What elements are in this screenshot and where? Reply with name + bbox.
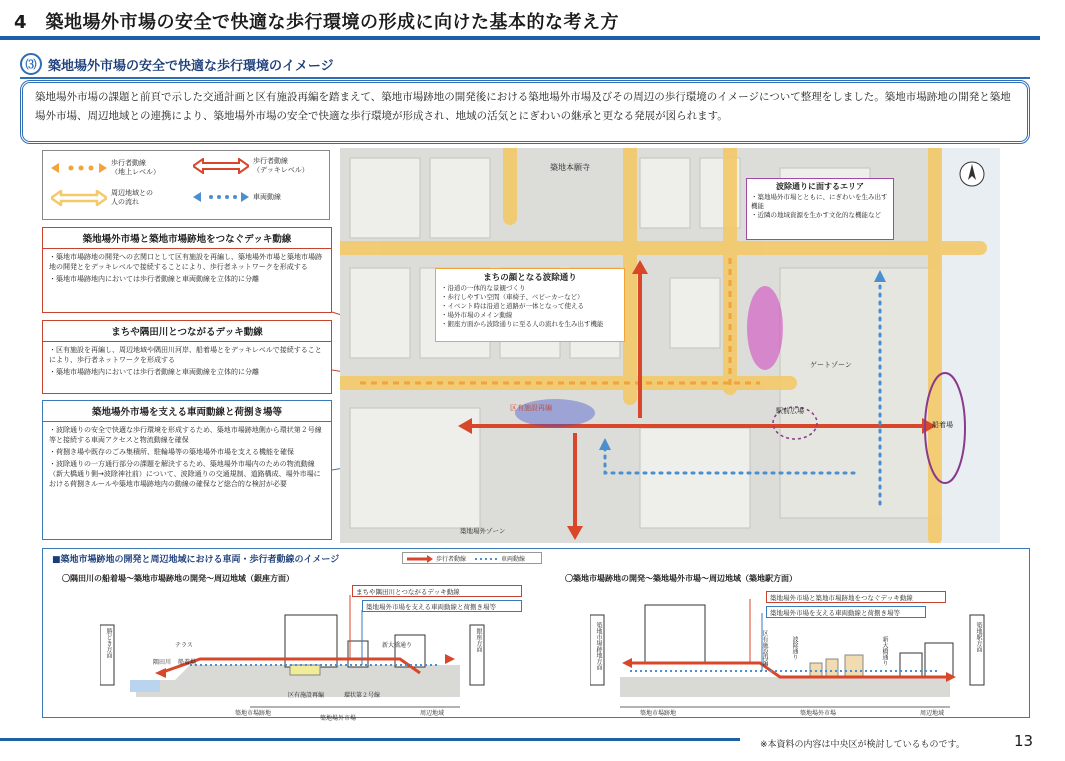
left-end-l: 勝どき方面	[105, 628, 112, 658]
right-label-a: 築地市場跡地	[640, 710, 677, 717]
area-callout-title: 波除通りに面するエリア	[776, 182, 864, 191]
list-item: ・荷捌き場や既存のごみ集積所、駐輪場等の築地場外市場を支える機能を確保	[49, 448, 294, 456]
legend-ped-deck-label: 歩行者動線 （デッキレベル）	[253, 157, 309, 174]
panel-deck-link-title: 築地場外市場と築地市場跡地をつなぐデッキ動線	[43, 228, 331, 249]
left-label-a: 築地市場跡地	[235, 710, 272, 717]
left-kuyu-label: 区有施設再編	[288, 692, 325, 699]
callout-deck-town: まちや隅田川とつながるデッキ動線	[352, 585, 522, 597]
map-label-hiroba: 駅前広場	[776, 407, 804, 415]
list-item: ・歩行しやすい空間（車椅子、ベビーカーなど）	[441, 293, 584, 301]
right-end-l: 築地市場跡地方面	[595, 622, 602, 670]
left-pier-label: 船着場	[178, 659, 197, 666]
panel-vehicle-title: 築地場外市場を支える車両動線と荷捌き場等	[43, 401, 331, 422]
left-terrace-label: テラス	[175, 642, 193, 649]
right-end-r: 築地駅方面	[975, 622, 982, 652]
right-namiyoke-label: 波除通り	[791, 636, 798, 660]
cross-legend-vehicle: 車両動線	[501, 556, 526, 563]
area-callout	[746, 178, 894, 240]
map-label-gate: ゲートゾーン	[810, 361, 852, 369]
list-item: ・イベント時は沿道と道路が一体となって使える	[441, 302, 584, 310]
map-label-hongwanji: 築地本願寺	[550, 163, 590, 172]
list-item: ・築地市場跡地内においては歩行者動線と車両動線を立体的に分離	[49, 368, 259, 376]
right-label-c: 周辺地域	[920, 710, 945, 717]
list-item: ・波除通りの一方通行部分の課題を解決するため、築地場外市場内のための物流動線（新大橋通り側→波除神社前）について、波除通りの交通規制、道路構成、場外市場における荷捌きルールや築地市場跡地内の動線の確保など総合的な検討が必要	[49, 460, 321, 488]
cross-section-title: ■築地市場跡地の開発と周辺地域における車両・歩行者動線のイメージ	[52, 555, 340, 565]
map-label-funatsukiba: 船着場	[932, 421, 953, 429]
section-number: ⑶	[20, 53, 42, 75]
callout-vehicle-right: 築地場外市場を支える車両動線と荷捌き場等	[766, 606, 926, 618]
left-end-r: 銀座方面	[475, 628, 482, 652]
legend-people-flow-label: 周辺地域との 人の流れ	[111, 189, 153, 206]
right-kuyu-label: 区有施設再編	[761, 630, 768, 666]
callout-deck-link: 築地場外市場と築地市場跡地をつなぐデッキ動線	[766, 591, 946, 603]
map-label-tsukiji-zone: 築地場外ゾーン	[460, 527, 506, 535]
cross-section-legend	[402, 552, 542, 564]
aerial-map	[340, 148, 1000, 543]
list-item: ・沿道の一体的な景観づくり	[441, 284, 526, 292]
intro-text: 築地場外市場の課題と前頁で示した交通計画と区有施設再編を踏まえて、築地市場跡地の開発後における築地場外市場及びその周辺の歩行環境のイメージについて整理をしました。築地市場跡地の開発と築地場外市場、周辺地域との連携により、築地場外市場の安全で快適な歩行環境が形成され、地域の活気とにぎわいの継承と更なる発展が図られます。	[35, 91, 1011, 122]
right-shin-ohashi-label: 新大橋通り	[881, 636, 888, 666]
footer-rule	[0, 738, 740, 741]
right-label-b: 築地場外市場	[800, 710, 837, 717]
list-item: ・築地市場跡地内においては歩行者動線と車両動線を立体的に分離	[49, 275, 259, 283]
panel-deck-town-title: まちや隅田川とつながるデッキ動線	[43, 321, 331, 342]
list-item: ・区有施設を再編し、周辺地域や隅田川河岸、船着場とをデッキレベルで接続することにより、歩行者ネットワークを形成する	[49, 346, 322, 364]
page-number: 13	[1014, 732, 1034, 750]
list-item: ・近隣の地域資源を生かす文化的な機能など	[751, 211, 881, 219]
cross-legend-ped: 歩行者動線	[436, 556, 467, 563]
street-callout	[435, 268, 625, 342]
callout-vehicle-left: 築地場外市場を支える車両動線と荷捌き場等	[362, 600, 522, 612]
left-shintomi-label: 新大橋通り	[382, 642, 413, 649]
left-kanjo-label: 環状第２号線	[344, 692, 381, 699]
left-label-b: 築地場外市場	[320, 715, 357, 722]
legend-vehicle-label: 車両動線	[253, 192, 281, 201]
street-callout-title: まちの顔となる波除通り	[483, 273, 577, 283]
list-item: ・築地市場跡地の開発への玄関口として区有施設を再編し、築地場外市場と築地市場跡地の開発とをデッキレベルで接続することにより、歩行者ネットワークを形成する	[49, 253, 322, 271]
legend-ped-ground-label: 歩行者動線 （地上レベル）	[111, 159, 160, 176]
map-label-kuyu: 区有施設再編	[510, 404, 552, 412]
footer-note: ※本資料の内容は中央区が検討しているものです。	[760, 740, 965, 750]
list-item: ・築地場外市場とともに、にぎわいを生み出す機能	[751, 193, 888, 210]
section-title: 築地場外市場の安全で快適な歩行環境のイメージ	[48, 58, 334, 74]
page-title: 4 築地場外市場の安全で快適な歩行環境の形成に向けた基本的な考え方	[14, 12, 620, 33]
list-item: ・波除通りの安全で快適な歩行環境を形成するため、築地市場跡地側から環状第２号線等と接続する車両アクセスと物流動線を確保	[49, 426, 322, 444]
map-graphic	[340, 148, 1000, 543]
left-label-c: 周辺地域	[420, 710, 445, 717]
list-item: ・銀座方面から波除通りに至る人の流れを生み出す機能	[441, 320, 604, 328]
cross-left-title: 〇隅田川の船着場～築地市場跡地の開発～周辺地域（銀座方面）	[62, 574, 294, 583]
cross-right-title: 〇築地市場跡地の開発～築地場外市場～周辺地域（築地駅方面）	[565, 574, 797, 583]
list-item: ・場外市場のメイン動線	[441, 311, 513, 319]
left-river-label: 隅田川	[153, 659, 172, 666]
